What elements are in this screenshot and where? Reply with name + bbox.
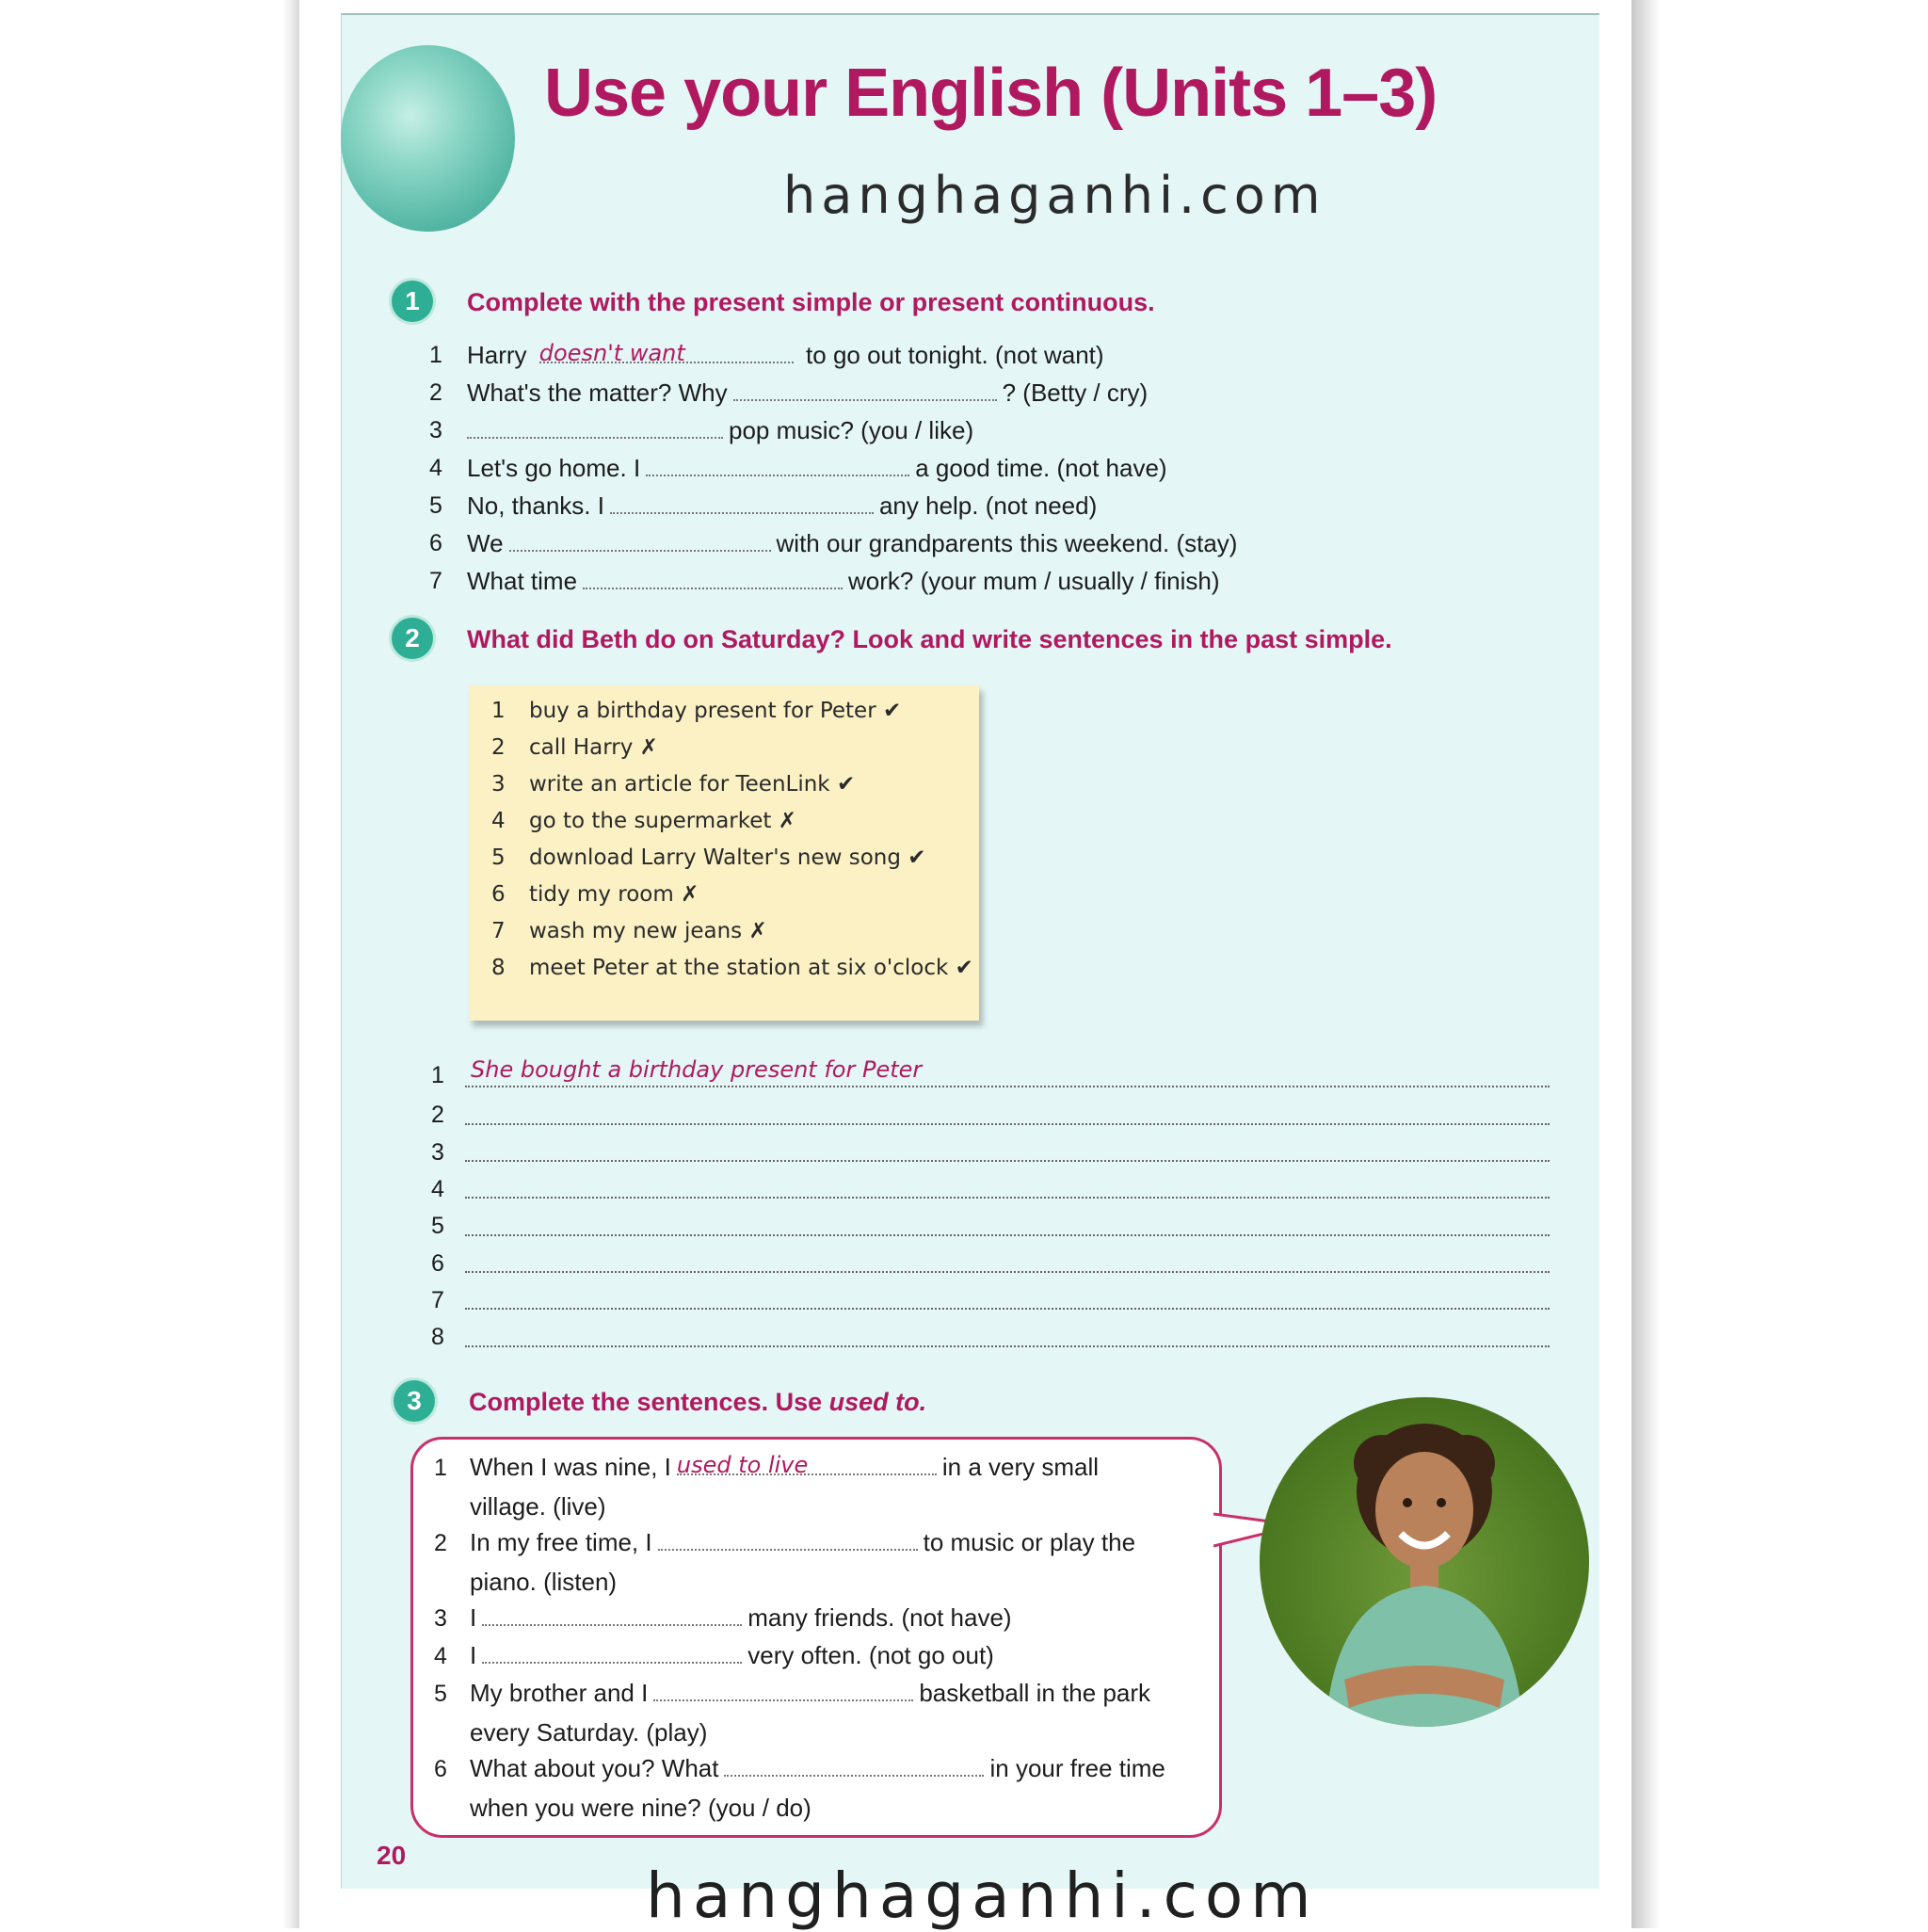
note-item: 3 write an article for TeenLink ✔ (491, 772, 856, 797)
ex3-item: My brother and I basketball in the park (470, 1679, 1151, 1707)
beth-todo-note (469, 685, 979, 1021)
ex3-item-cont: piano. (listen) (470, 1568, 618, 1596)
ex2-line-number: 5 (431, 1213, 444, 1239)
ex2-line-number: 6 (431, 1250, 444, 1277)
note-item: 4 go to the supermarket ✗ (491, 809, 797, 833)
ex1-item (467, 341, 1104, 370)
ex1-item-number: 1 (429, 342, 442, 368)
ex2-write-line (465, 1085, 1550, 1087)
tick-icon: ✔ (836, 772, 856, 797)
exercise-3-title: Complete the sentences. Use used to. (469, 1388, 927, 1416)
ex1-item-number: 6 (429, 530, 442, 556)
ex1-item (467, 454, 1167, 483)
ex2-write-line (465, 1344, 1550, 1347)
ex2-write-line (465, 1122, 1550, 1125)
ex3-item-number: 2 (434, 1530, 447, 1556)
ex3-answer: used to live (676, 1452, 809, 1478)
ex1-item (467, 416, 973, 445)
page-title: Use your English (Units 1–3) (544, 56, 1438, 131)
ex2-line-number: 4 (431, 1176, 444, 1202)
ex1-item (467, 567, 1219, 596)
note-item: 7 wash my new jeans ✗ (491, 919, 767, 943)
ex2-line-number: 7 (431, 1287, 444, 1313)
ex3-item-number: 6 (434, 1756, 447, 1782)
exercise-2-number: 2 (392, 618, 433, 659)
speech-bubble (410, 1437, 1222, 1838)
ex1-item-number: 3 (429, 417, 442, 443)
girl-photo (1260, 1397, 1589, 1727)
ex3-item: I very often. (not go out) (470, 1641, 994, 1669)
note-item: 1 buy a birthday present for Peter ✔ (491, 699, 902, 723)
ex3-item-cont: every Saturday. (play) (470, 1718, 708, 1747)
watermark-top: hanghaganhi.com (783, 166, 1326, 225)
ex1-item-text: any help. (not need) (878, 491, 1098, 520)
cross-icon: ✗ (681, 882, 699, 907)
exercise-1-number: 1 (392, 281, 433, 322)
ex2-write-line (465, 1159, 1550, 1162)
ex1-item (467, 491, 1097, 521)
ex1-item-text: Harry (467, 341, 527, 369)
tick-icon: ✔ (955, 956, 973, 980)
ex3-item-number: 3 (434, 1605, 447, 1632)
ex2-write-line (465, 1307, 1550, 1310)
exercise-3-number: 3 (394, 1380, 435, 1422)
ex3-item: I many friends. (not have) (470, 1603, 1012, 1632)
ex3-item: What about you? What in your free time (470, 1754, 1165, 1782)
ex1-answer: doesn't want (538, 340, 685, 366)
ex1-item-text: What's the matter? Why (467, 378, 728, 407)
ex2-answer: She bought a birthday present for Peter (471, 1056, 923, 1083)
ex2-write-line (465, 1233, 1550, 1236)
ex2-line-number: 3 (431, 1139, 444, 1166)
ex2-write-line (465, 1270, 1550, 1273)
ex1-item-number: 5 (429, 492, 442, 519)
ex1-item-text: Let's go home. I (467, 454, 641, 482)
ex1-item-number: 4 (429, 455, 442, 481)
ex1-item-text: to go out tonight. (not want) (806, 341, 1104, 369)
ex1-item-text: with our grandparents this weekend. (stay) (776, 529, 1238, 557)
ex3-item-cont: village. (live) (470, 1492, 606, 1521)
tick-icon: ✔ (882, 699, 902, 723)
ex1-item (467, 378, 1148, 408)
note-item: 8 meet Peter at the station at six o'clock ✔ (491, 956, 973, 980)
cross-icon: ✗ (748, 919, 767, 943)
ex1-item-number: 7 (429, 568, 442, 594)
page-number: 20 (377, 1841, 407, 1870)
watermark-bottom: hanghaganhi.com (646, 1860, 1319, 1932)
ex2-line-number: 2 (431, 1102, 444, 1128)
cross-icon: ✗ (778, 809, 797, 833)
decorative-teal-ball (341, 45, 515, 232)
ex2-write-line (465, 1196, 1550, 1199)
ex3-item-number: 5 (434, 1681, 447, 1707)
ex2-line-number: 8 (431, 1324, 444, 1350)
exercise-1-title: Complete with the present simple or present continuous. (467, 288, 1155, 316)
page-shadow-right (1631, 0, 1660, 1928)
ex3-item-number: 1 (434, 1455, 447, 1481)
ex3-item-cont: when you were nine? (you / do) (470, 1794, 811, 1822)
ex1-item-text: No, thanks. I (467, 491, 604, 520)
ex1-item-text: work? (your mum / usually / finish) (848, 567, 1220, 595)
ex3-item: In my free time, I to music or play the (470, 1528, 1136, 1556)
tick-icon: ✔ (908, 845, 926, 870)
note-item: 2 call Harry ✗ (491, 735, 658, 760)
ex1-item-number: 2 (429, 379, 442, 406)
ex1-item-text: What time (467, 567, 578, 595)
ex1-item-text: We (467, 529, 504, 557)
ex3-item: When I was nine, I used to live in a very small (470, 1452, 1100, 1481)
ex1-item-text: ? (Betty / cry) (1002, 378, 1149, 407)
exercise-2-title: What did Beth do on Saturday? Look and write sentences in the past simple. (467, 625, 1392, 653)
cross-icon: ✗ (639, 735, 658, 760)
note-item: 6 tidy my room ✗ (491, 882, 699, 907)
ex1-item (467, 529, 1237, 558)
girl-photo-illustration (1260, 1397, 1589, 1727)
note-item: 5 download Larry Walter's new song ✔ (491, 845, 926, 870)
ex1-item-text: pop music? (you / like) (729, 416, 974, 444)
ex1-item-text: a good time. (not have) (915, 454, 1167, 482)
ex2-line-number: 1 (431, 1062, 444, 1088)
ex3-item-number: 4 (434, 1643, 447, 1669)
